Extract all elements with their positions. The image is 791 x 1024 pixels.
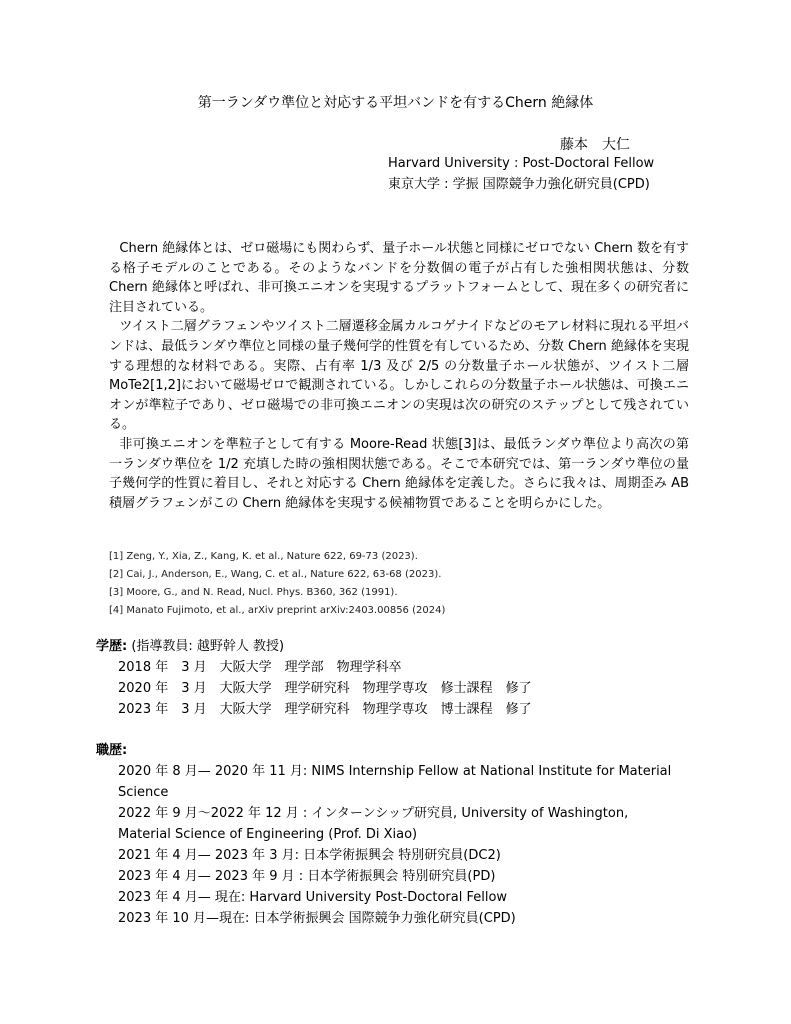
career-section: [96, 740, 678, 929]
document-title: 第一ランダウ準位と対応する平坦バンドを有するChern 絶縁体: [197, 95, 594, 111]
affiliation-harvard: Harvard University : Post-Doctoral Fellow: [388, 156, 655, 171]
education-entry: 2020 年 3 月 大阪大学 理学研究科 物理学専攻 修士課程 修了: [118, 681, 532, 696]
abstract-paragraph-3: 非可換エニオンを準粒子として有する Moore-Read 状態[3]は、最低ランダウ準位より高次の第一ランダウ準位を 1/2 充填した時の強相関状態である。そこで本研究では、第一ランダウ準位の量子幾何学的性質に着目し、それと対応する Chern 絶縁体を定義した。さらに我々は、周期歪み AB 積層グラフェンがこの Chern 絶縁体を実現する候補物質であることを明らかにした。: [109, 436, 689, 511]
education-label: 学歴:: [96, 639, 128, 654]
education-heading: [96, 636, 532, 657]
reference-item: [3] Moore, G., and N. Read, Nucl. Phys. B360, 362 (1991).: [109, 587, 398, 598]
education-entry: 2018 年 3 月 大阪大学 理学部 物理学科卒: [118, 660, 402, 675]
career-entry: 2021 年 4 月— 2023 年 3 月: 日本学術振興会 特別研究員(DC2): [118, 848, 501, 863]
career-entry: 2022 年 9 月～2022 年 12 月 : インターンシップ研究員, University of Washington, Material Science of Engineering (Prof. Di Xiao): [118, 806, 629, 842]
references-list: [109, 548, 445, 620]
reference-item: [2] Cai, J., Anderson, E., Wang, C. et al., Nature 622, 63-68 (2023).: [109, 569, 442, 580]
career-entry: 2023 年 10 月—現在: 日本学術振興会 国際競争力強化研究員(CPD): [118, 911, 516, 926]
education-entry: 2023 年 3 月 大阪大学 理学研究科 物理学専攻 博士課程 修了: [118, 702, 532, 717]
affiliation-tokyo: 東京大学 : 学振 国際競争力強化研究員(CPD): [388, 177, 650, 192]
career-heading: [96, 740, 678, 761]
reference-item: [1] Zeng, Y., Xia, Z., Kang, K. et al., Nature 622, 69-73 (2023).: [109, 551, 418, 562]
reference-item: [4] Manato Fujimoto, et al., arXiv preprint arXiv:2403.00856 (2024): [109, 605, 446, 616]
education-advisor: (指導教員: 越野幹人 教授): [127, 639, 285, 654]
abstract-body: [109, 239, 689, 513]
career-label: 職歴:: [96, 743, 128, 758]
education-section: [96, 636, 532, 720]
author-name: 藤本 大仁: [560, 137, 630, 153]
career-entry: 2020 年 8 月— 2020 年 11 月: NIMS Internship Fellow at National Institute for Material Science: [118, 764, 672, 800]
career-entry: 2023 年 4 月— 現在: Harvard University Post-Doctoral Fellow: [118, 890, 508, 905]
abstract-paragraph-1: Chern 絶縁体とは、ゼロ磁場にも関わらず、量子ホール状態と同様にゼロでない Chern 数を有する格子モデルのことである。そのようなバンドを分数個の電子が占有した強相関状態は、分数 Chern 絶縁体と呼ばれ、非可換エニオンを実現するプラットフォームとして、現在多くの研究者に注目されている。: [109, 241, 689, 315]
career-entry: 2023 年 4 月— 2023 年 9 月 : 日本学術振興会 特別研究員(PD): [118, 869, 496, 884]
abstract-paragraph-2: ツイスト二層グラフェンやツイスト二層遷移金属カルコゲナイドなどのモアレ材料に現れる平坦バンドは、最低ランダウ準位と同様の量子幾何学的性質を有しているため、分数 Chern 絶縁体を実現する理想的な材料である。実際、占有率 1/3 及び 2/5 の分数量子ホール状態が、ツイスト二層 MoTe2[1,2]において磁場ゼロで観測されている。しかしこれらの分数量子ホール状態は、可換エニオンが準粒子であり、ゼロ磁場での非可換エニオンの実現は次の研究のステップとして残されている。: [109, 319, 689, 433]
